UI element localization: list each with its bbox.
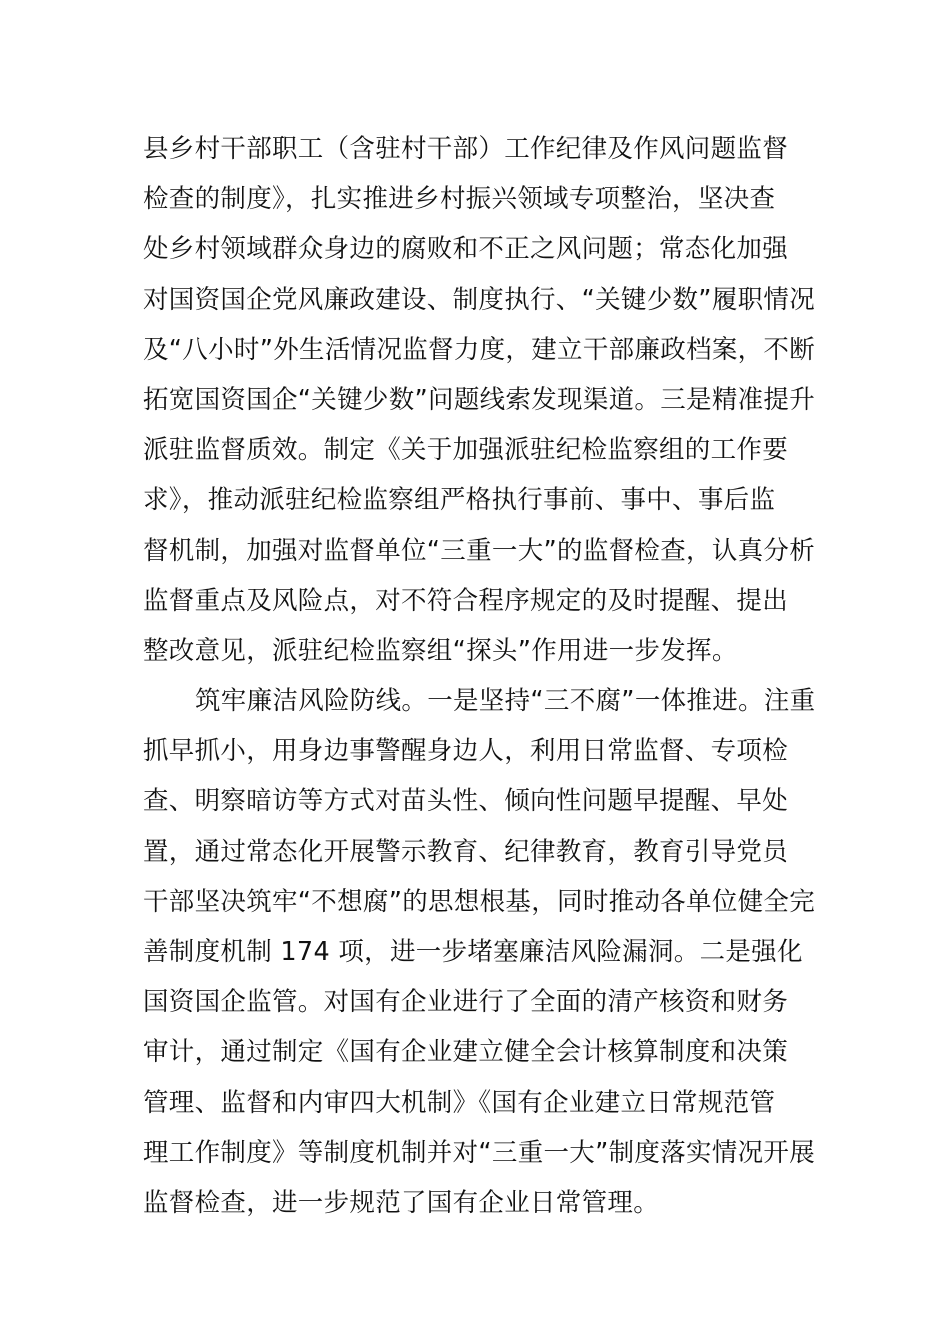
text-line: 查、明察暗访等方式对苗头性、倾向性问题早提醒、早处 — [143, 786, 789, 817]
text-line: 监督检查，进一步规范了国有企业日常管理。 — [143, 1187, 660, 1218]
text-line: 处乡村领域群众身边的腐败和不正之风问题；常态化加强 — [143, 234, 789, 265]
text-line: 审计，通过制定《国有企业建立健全会计核算制度和决策 — [143, 1037, 789, 1068]
body-text — [143, 124, 823, 1228]
text-line: 整改意见，派驻纪检监察组“探头”作用进一步发挥。 — [143, 635, 738, 666]
text-line: 及“八小时”外生活情况监督力度，建立干部廉政档案，不断 — [143, 334, 816, 365]
text-line: 督机制，加强对监督单位“三重一大”的监督检查，认真分析 — [143, 535, 816, 566]
text-line: 抓早抓小，用身边事警醒身边人，利用日常监督、专项检 — [143, 736, 789, 767]
text-line: 拓宽国资国企“关键少数”问题线索发现渠道。三是精准提升 — [143, 384, 816, 415]
text-line: 国资国企监管。对国有企业进行了全面的清产核资和财务 — [143, 987, 789, 1018]
text-line: 检查的制度》，扎实推进乡村振兴领域专项整治，坚决查 — [143, 184, 776, 215]
text-line: 干部坚决筑牢“不想腐”的思想根基，同时推动各单位健全完 — [143, 886, 816, 917]
paragraph-first-line: 筑牢廉洁风险防线。一是坚持“三不腐”一体推进。注重 — [195, 686, 816, 717]
text-line: 理工作制度》等制度机制并对“三重一大”制度落实情况开展 — [143, 1137, 816, 1168]
text-line: 置，通过常态化开展警示教育、纪律教育，教育引导党员 — [143, 836, 789, 867]
text-line: 对国资国企党风廉政建设、制度执行、“关键少数”履职情况 — [143, 284, 816, 315]
text-line: 监督重点及风险点，对不符合程序规定的及时提醒、提出 — [143, 585, 789, 616]
text-line: 管理、监督和内审四大机制》《国有企业建立日常规范管 — [143, 1087, 776, 1118]
text-line: 县乡村干部职工（含驻村干部）工作纪律及作风问题监督 — [143, 134, 789, 164]
text-line: 派驻监督质效。制定《关于加强派驻纪检监察组的工作要 — [143, 435, 789, 466]
text-line: 求》，推动派驻纪检监察组严格执行事前、事中、事后监 — [143, 485, 776, 516]
text-line: 善制度机制 174 项，进一步堵塞廉洁风险漏洞。二是强化 — [143, 937, 803, 967]
